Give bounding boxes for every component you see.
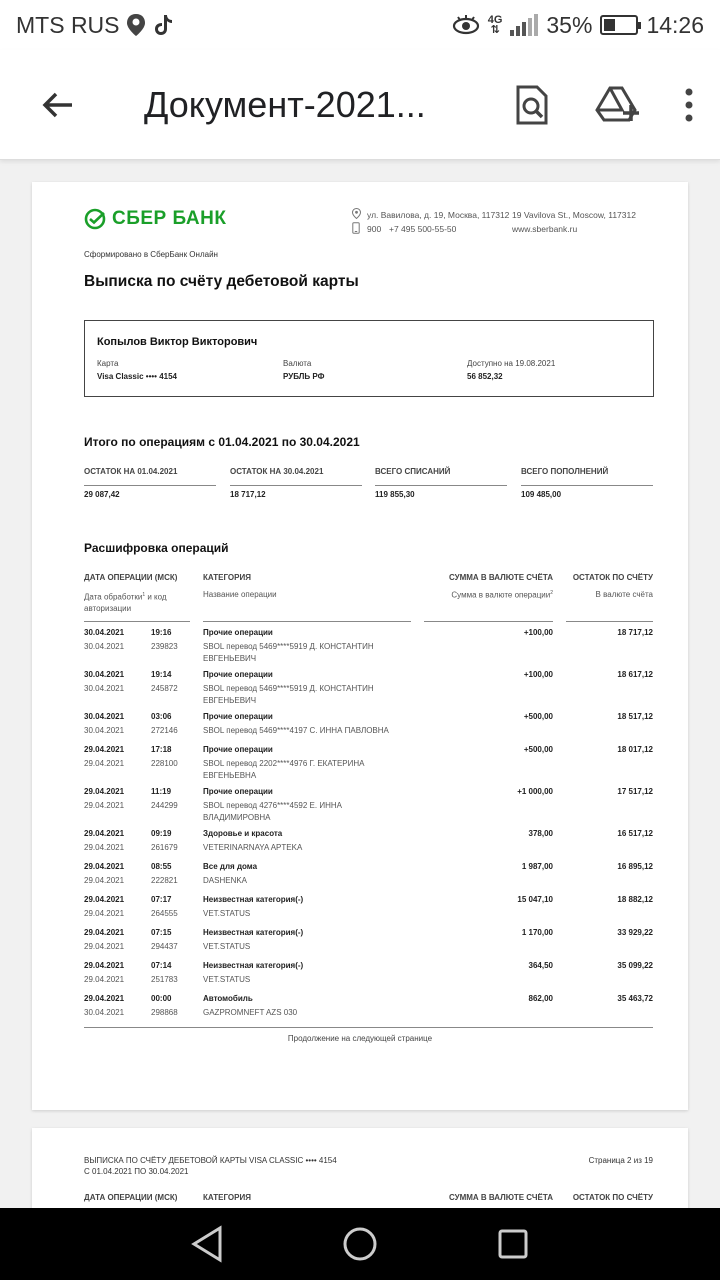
- bank-name: СБЕР БАНК: [112, 208, 227, 229]
- txn-time: 03:06: [151, 712, 172, 721]
- txn-auth-code: 245872: [151, 684, 178, 693]
- txn-time: 09:19: [151, 829, 172, 838]
- txn-date: 29.04.2021: [84, 928, 125, 937]
- location-icon: [126, 13, 146, 37]
- txn-category: Здоровье и красота: [203, 829, 283, 838]
- txn-time: 17:18: [151, 745, 172, 754]
- summary-value: 109 485,00: [521, 490, 562, 499]
- page2-col-balance: ОСТАТОК ПО СЧЁТУ: [572, 1193, 653, 1202]
- txn-balance: 18 517,12: [617, 712, 653, 721]
- txn-category: Прочие операции: [203, 670, 273, 679]
- more-vert-icon: [684, 87, 694, 123]
- document-search-icon: [513, 84, 551, 126]
- add-to-drive-button[interactable]: [588, 75, 648, 135]
- txn-balance: 18 617,12: [617, 670, 653, 679]
- currency-label: Валюта: [283, 359, 312, 368]
- txn-date: 30.04.2021: [84, 712, 125, 721]
- txn-auth-code: 228100: [151, 759, 178, 768]
- txn-date: 30.04.2021: [84, 628, 125, 637]
- currency-value: РУБЛЬ РФ: [283, 372, 325, 381]
- txn-balance: 18 882,12: [617, 895, 653, 904]
- txn-balance: 35 099,22: [617, 961, 653, 970]
- back-button[interactable]: [22, 69, 94, 141]
- page2-col-amount: СУММА В ВАЛЮТЕ СЧЁТА: [448, 1193, 553, 1202]
- txn-name: VET.STATUS: [203, 975, 251, 984]
- search-document-button[interactable]: [502, 75, 562, 135]
- col-amount-subheader: Сумма в валюте операции$^2$: [451, 590, 553, 600]
- txn-amount: 364,50: [528, 961, 553, 970]
- txn-date: 29.04.2021: [84, 787, 125, 796]
- txn-processing-date: 30.04.2021: [84, 1008, 125, 1017]
- page2-col-date: ДАТА ОПЕРАЦИИ (МСК): [84, 1193, 178, 1202]
- account-info-box: [84, 320, 654, 397]
- summary-value: 18 717,12: [230, 490, 266, 499]
- txn-amount: 1 987,00: [521, 862, 553, 871]
- txn-date: 29.04.2021: [84, 895, 125, 904]
- more-options-button[interactable]: [674, 75, 704, 135]
- website: www.sberbank.ru: [512, 224, 578, 234]
- txn-amount: 862,00: [528, 994, 553, 1003]
- txn-auth-code: 272146: [151, 726, 178, 735]
- txn-name: SBOL перевод 5469****4197 С. ИННА ПАВЛОВНА: [203, 726, 389, 735]
- triangle-back-icon: [190, 1225, 224, 1263]
- txn-name: SBOL перевод 5469****5919 Д. КОНСТАНТИН ЕВГЕНЬЕВИЧ: [203, 642, 374, 663]
- txn-balance: 18 717,12: [617, 628, 653, 637]
- txn-processing-date: 29.04.2021: [84, 876, 125, 885]
- sber-logo-icon: [84, 208, 106, 230]
- col-amount-header: СУММА В ВАЛЮТЕ СЧЁТА: [448, 573, 553, 582]
- txn-amount: +500,00: [523, 745, 553, 754]
- tiktok-icon: [152, 13, 174, 37]
- generated-note: Сформировано в СберБанк Онлайн: [84, 250, 218, 259]
- txn-name: VET.STATUS: [203, 909, 251, 918]
- txn-amount: +100,00: [523, 628, 553, 637]
- txn-balance: 18 017,12: [617, 745, 653, 754]
- card-label: Карта: [97, 359, 119, 368]
- summary-value: 29 087,42: [84, 490, 120, 499]
- eye-comfort-icon: [452, 14, 480, 36]
- page2-col-category: КАТЕГОРИЯ: [203, 1193, 251, 1202]
- arrow-back-icon: [40, 87, 76, 123]
- app-bar: [0, 50, 720, 160]
- document-title: Документ-2021...: [144, 83, 426, 125]
- sber-logo: [84, 208, 226, 230]
- battery-percent: 35%: [546, 11, 593, 38]
- col-balance-header: ОСТАТОК ПО СЧЁТУ: [572, 573, 653, 582]
- summary-label: ОСТАТОК НА 01.04.2021: [84, 467, 178, 476]
- txn-category: Все для дома: [203, 862, 258, 871]
- txn-auth-code: 298868: [151, 1008, 178, 1017]
- col-date-header: ДАТА ОПЕРАЦИИ (МСК): [84, 573, 178, 582]
- continued-note: Продолжение на следующей странице: [287, 1034, 433, 1043]
- txn-date: 29.04.2021: [84, 862, 125, 871]
- txn-processing-date: 29.04.2021: [84, 759, 125, 768]
- txn-name: DASHENKA: [203, 876, 248, 885]
- txn-processing-date: 30.04.2021: [84, 684, 125, 693]
- summary-label: ВСЕГО ПОПОЛНЕНИЙ: [521, 467, 609, 476]
- status-bar: [0, 0, 720, 50]
- txn-auth-code: 261679: [151, 843, 178, 852]
- txn-time: 07:14: [151, 961, 172, 970]
- txn-balance: 17 517,12: [617, 787, 653, 796]
- nav-back-button[interactable]: [177, 1214, 237, 1274]
- txn-date: 29.04.2021: [84, 961, 125, 970]
- add-to-drive-icon: [595, 85, 641, 125]
- statement-title: Выписка по счёту дебетовой карты: [84, 273, 359, 290]
- account-holder: Копылов Виктор Викторович: [97, 336, 258, 348]
- txn-time: 00:00: [151, 994, 172, 1003]
- nav-home-button[interactable]: [330, 1214, 390, 1274]
- txn-date: 29.04.2021: [84, 745, 125, 754]
- card-value: Visa Classic •••• 4154: [97, 372, 177, 381]
- txn-processing-date: 29.04.2021: [84, 942, 125, 951]
- phone-short: 900: [367, 224, 382, 234]
- txn-category: Прочие операции: [203, 712, 273, 721]
- system-nav-bar: [0, 1208, 720, 1280]
- txn-time: 19:14: [151, 670, 172, 679]
- summary-value: 119 855,30: [375, 490, 415, 499]
- clock: 14:26: [646, 11, 704, 38]
- document-page-1: [32, 182, 688, 1110]
- txn-category: Неизвестная категория(-): [203, 928, 304, 937]
- page-number: Страница 2 из 19: [588, 1156, 653, 1165]
- txn-time: 08:55: [151, 862, 172, 871]
- operations-title: Расшифровка операций: [84, 541, 229, 555]
- txn-amount: 1 170,00: [521, 928, 553, 937]
- txn-name: GAZPROMNEFT AZS 030: [203, 1008, 298, 1017]
- phone-icon: [352, 222, 360, 234]
- txn-amount: +1 000,00: [517, 787, 553, 796]
- address-pin-icon: [352, 208, 361, 219]
- summary-label: ВСЕГО СПИСАНИЙ: [375, 467, 451, 476]
- txn-time: 07:17: [151, 895, 172, 904]
- phone-long: +7 495 500-55-50: [389, 224, 457, 234]
- network-type: 4G ⇅: [487, 14, 503, 36]
- txn-auth-code: 222821: [151, 876, 178, 885]
- txn-processing-date: 30.04.2021: [84, 726, 125, 735]
- txn-name: VET.STATUS: [203, 942, 251, 951]
- txn-auth-code: 264555: [151, 909, 178, 918]
- carrier-name: MTS RUS: [16, 11, 120, 38]
- txn-processing-date: 30.04.2021: [84, 642, 125, 651]
- signal-icon: [510, 14, 538, 36]
- txn-auth-code: 294437: [151, 942, 178, 951]
- txn-category: Прочие операции: [203, 787, 273, 796]
- txn-processing-date: 29.04.2021: [84, 801, 125, 810]
- page2-header-line2: С 01.04.2021 ПО 30.04.2021: [84, 1167, 189, 1176]
- available-value: 56 852,32: [467, 372, 503, 381]
- txn-name: VETERINARNAYA APTEKA: [203, 843, 303, 852]
- txn-date: 30.04.2021: [84, 670, 125, 679]
- txn-amount: +100,00: [523, 670, 553, 679]
- txn-balance: 16 517,12: [617, 829, 653, 838]
- txn-auth-code: 239823: [151, 642, 178, 651]
- txn-amount: +500,00: [523, 712, 553, 721]
- txn-processing-date: 29.04.2021: [84, 843, 125, 852]
- txn-category: Прочие операции: [203, 628, 273, 637]
- txn-processing-date: 29.04.2021: [84, 975, 125, 984]
- txn-time: 07:15: [151, 928, 172, 937]
- address-ru: ул. Вавилова, д. 19, Москва, 117312: [367, 210, 510, 220]
- summary-label: ОСТАТОК НА 30.04.2021: [230, 467, 324, 476]
- col-category-header: КАТЕГОРИЯ: [203, 573, 251, 582]
- col-date-subheader: Дата обработки$^1$ и код авторизации: [84, 592, 167, 613]
- txn-name: SBOL перевод 2202****4976 Г. ЕКАТЕРИНА ЕВГЕНЬЕВНА: [203, 759, 365, 780]
- txn-date: 29.04.2021: [84, 994, 125, 1003]
- txn-balance: 16 895,12: [617, 862, 653, 871]
- txn-category: Неизвестная категория(-): [203, 961, 304, 970]
- txn-processing-date: 29.04.2021: [84, 909, 125, 918]
- circle-home-icon: [342, 1226, 378, 1262]
- available-label: Доступно на 19.08.2021: [467, 359, 556, 368]
- txn-category: Неизвестная категория(-): [203, 895, 304, 904]
- page2-header-line1: ВЫПИСКА ПО СЧЁТУ ДЕБЕТОВОЙ КАРТЫ VISA CLASSIC •••• 4154: [84, 1156, 337, 1165]
- address-en: 19 Vavilova St., Moscow, 117312: [512, 210, 636, 220]
- txn-time: 19:16: [151, 628, 172, 637]
- txn-time: 11:19: [151, 787, 172, 796]
- txn-name: SBOL перевод 5469****5919 Д. КОНСТАНТИН ЕВГЕНЬЕВИЧ: [203, 684, 374, 705]
- txn-balance: 35 463,72: [617, 994, 653, 1003]
- col-balance-subheader: В валюте счёта: [595, 590, 653, 599]
- txn-category: Автомобиль: [203, 994, 253, 1003]
- battery-icon: [600, 15, 638, 35]
- square-recents-icon: [497, 1228, 529, 1260]
- txn-auth-code: 244299: [151, 801, 178, 810]
- txn-auth-code: 251783: [151, 975, 178, 984]
- txn-date: 29.04.2021: [84, 829, 125, 838]
- txn-amount: 378,00: [528, 829, 553, 838]
- nav-recents-button[interactable]: [483, 1214, 543, 1274]
- txn-name: SBOL перевод 4276****4592 Е. ИННА ВЛАДИМИРОВНА: [203, 801, 342, 822]
- txn-amount: 15 047,10: [517, 895, 553, 904]
- summary-title: Итого по операциям с 01.04.2021 по 30.04.2021: [84, 435, 360, 449]
- txn-balance: 33 929,22: [617, 928, 653, 937]
- txn-category: Прочие операции: [203, 745, 273, 754]
- col-category-subheader: Название операции: [203, 590, 277, 599]
